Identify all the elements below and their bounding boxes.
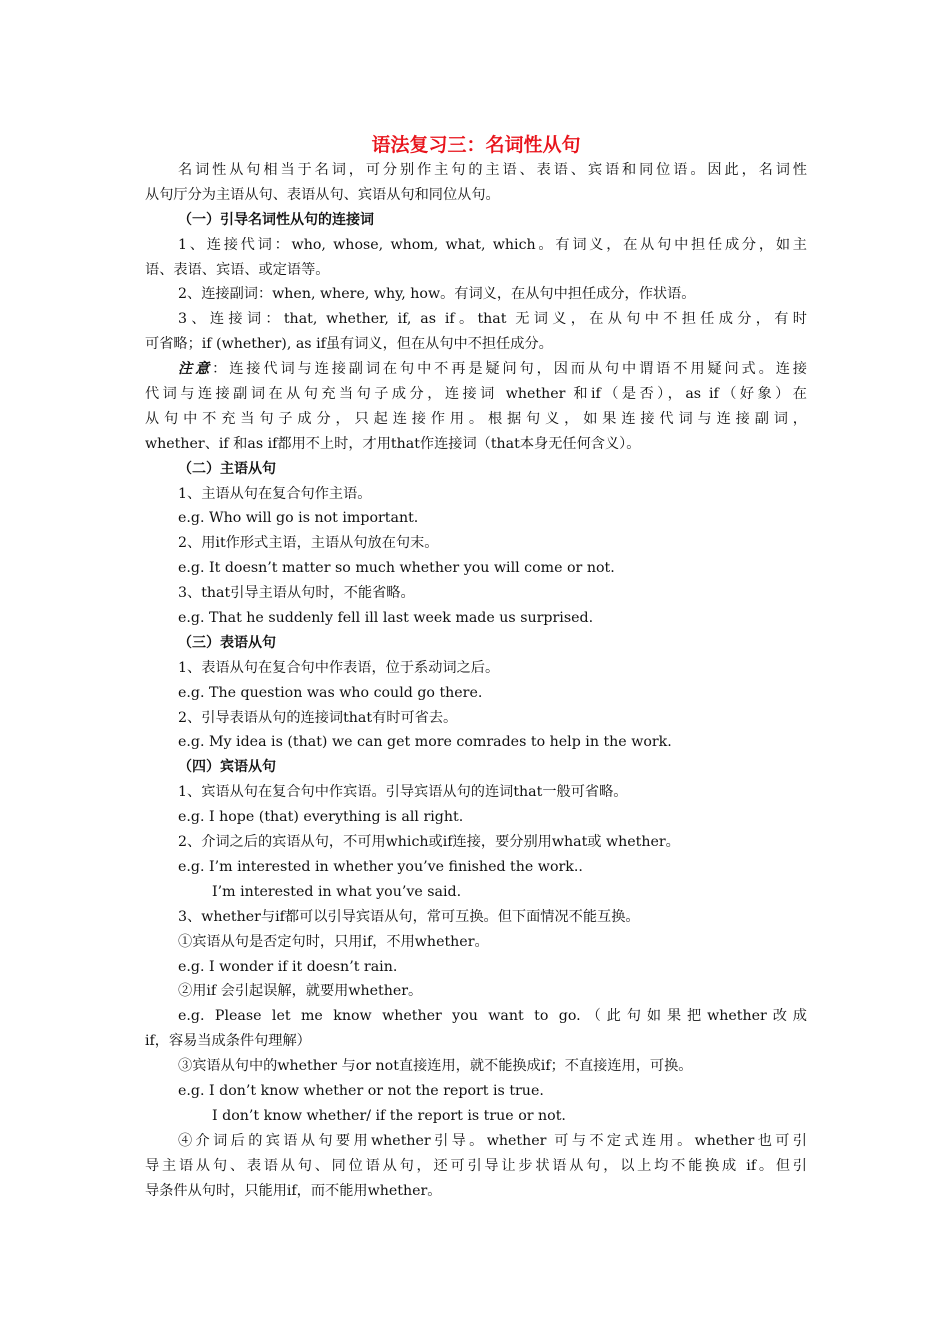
paragraph-line: 3、whether与if都可以引导宾语从句，常可互换。但下面情况不能互换。 xyxy=(178,908,640,925)
example-line: e.g. Please let me know whether you want to go.（此句如果把whether改成 xyxy=(178,1008,807,1025)
note-label: 注意 xyxy=(178,361,213,378)
example-line: e.g. I don’t know whether or not the report is true. xyxy=(178,1082,544,1099)
paragraph-line: 语、表语、宾语、或定语等。 xyxy=(145,261,330,278)
paragraph-line: 导条件从句时，只能用if，而不能用whether。 xyxy=(145,1182,442,1199)
example-line: I’m interested in what you’ve said. xyxy=(212,883,462,900)
example-line: e.g. Who will go is not important. xyxy=(178,510,419,527)
document-body xyxy=(145,158,807,1203)
paragraph-line: 导主语从句、表语从句、同位语从句，还可引导让步状语从句，以上均不能换成 if。但引 xyxy=(145,1157,807,1174)
document-page xyxy=(145,132,807,1203)
paragraph-line: ③宾语从句中的whether 与or not直接连用，就不能换成if；不直接连用，可换。 xyxy=(178,1058,693,1075)
paragraph-line: 2、引导表语从句的连接词that有时可省去。 xyxy=(178,709,458,726)
note-line: 从句中不充当句子成分，只起连接作用。根据句义，如果连接代词与连接副词， xyxy=(145,410,807,427)
paragraph-line: 2、连接副词：when, where, why, how。有词义，在从句中担任成分，作状语。 xyxy=(178,286,696,303)
document-title: 语法复习三：名词性从句 xyxy=(371,134,581,156)
section-heading: （一）引导名词性从句的连接词 xyxy=(178,211,374,228)
note-line xyxy=(145,357,807,382)
paragraph-line: 2、用it作形式主语，主语从句放在句末。 xyxy=(178,535,439,552)
paragraph-line: 可省略；if (whether), as if虽有词义，但在从句中不担任成分。 xyxy=(145,336,553,353)
section-heading: （四）宾语从句 xyxy=(178,759,276,776)
example-line: e.g. I’m interested in whether you’ve finished the work.. xyxy=(178,858,583,875)
example-line: e.g. I hope (that) everything is all right. xyxy=(178,809,464,826)
paragraph-line: ④介词后的宾语从句要用whether引导。whether 可与不定式连用。whether也可引 xyxy=(178,1132,807,1149)
example-line: e.g. It doesn’t matter so much whether you will come or not. xyxy=(178,560,615,577)
paragraph-line: 3、连接词：that, whether, if, as if。that 无词义，在从句中不担任成分，有时 xyxy=(178,311,807,328)
paragraph-line: 2、介词之后的宾语从句，不可用which或if连接，要分别用what或 whether。 xyxy=(178,834,680,851)
example-line: e.g. I wonder if it doesn’t rain. xyxy=(178,958,398,975)
paragraph-line: 1、宾语从句在复合句中作宾语。引导宾语从句的连词that一般可省略。 xyxy=(178,784,628,801)
intro-line: 从句厅分为主语从句、表语从句、宾语从句和同位从句。 xyxy=(145,186,500,203)
note-line: whether、if 和as if都用不上时，才用that作连接词（that本身无任何含义）。 xyxy=(145,435,641,452)
paragraph-line: 3、that引导主语从句时，不能省略。 xyxy=(178,585,415,602)
note-text: ：连接代词与连接副词在句中不再是疑问句，因而从句中谓语不用疑问式。连接 xyxy=(212,361,807,378)
example-line: e.g. My idea is (that) we can get more comrades to help in the work. xyxy=(178,734,672,751)
paragraph-line: 1、连接代词：who, whose, whom, what, which。有词义，在从句中担任成分，如主 xyxy=(178,236,807,253)
example-line: if，容易当成条件句理解） xyxy=(145,1033,311,1050)
section-heading: （二）主语从句 xyxy=(178,460,276,477)
paragraph-line: ①宾语从句是否定句时，只用if，不用whether。 xyxy=(178,933,489,950)
example-line: I don’t know whether/ if the report is true or not. xyxy=(212,1107,566,1124)
paragraph-line: ②用if 会引起误解，就要用whether。 xyxy=(178,983,423,1000)
section-heading: （三）表语从句 xyxy=(178,634,276,651)
note-line: 代词与连接副词在从句充当句子成分，连接词 whether 和if（是否），as if（好象）在 xyxy=(145,386,807,403)
paragraph-line: 1、主语从句在复合句作主语。 xyxy=(178,485,372,502)
example-line: e.g. The question was who could go there. xyxy=(178,684,483,701)
intro-line: 名词性从句相当于名词，可分别作主句的主语、表语、宾语和同位语。因此，名词性 xyxy=(178,162,807,178)
paragraph-line: 1、表语从句在复合句中作表语，位于系动词之后。 xyxy=(178,659,500,676)
example-line: e.g. That he suddenly fell ill last week made us surprised. xyxy=(178,610,594,627)
